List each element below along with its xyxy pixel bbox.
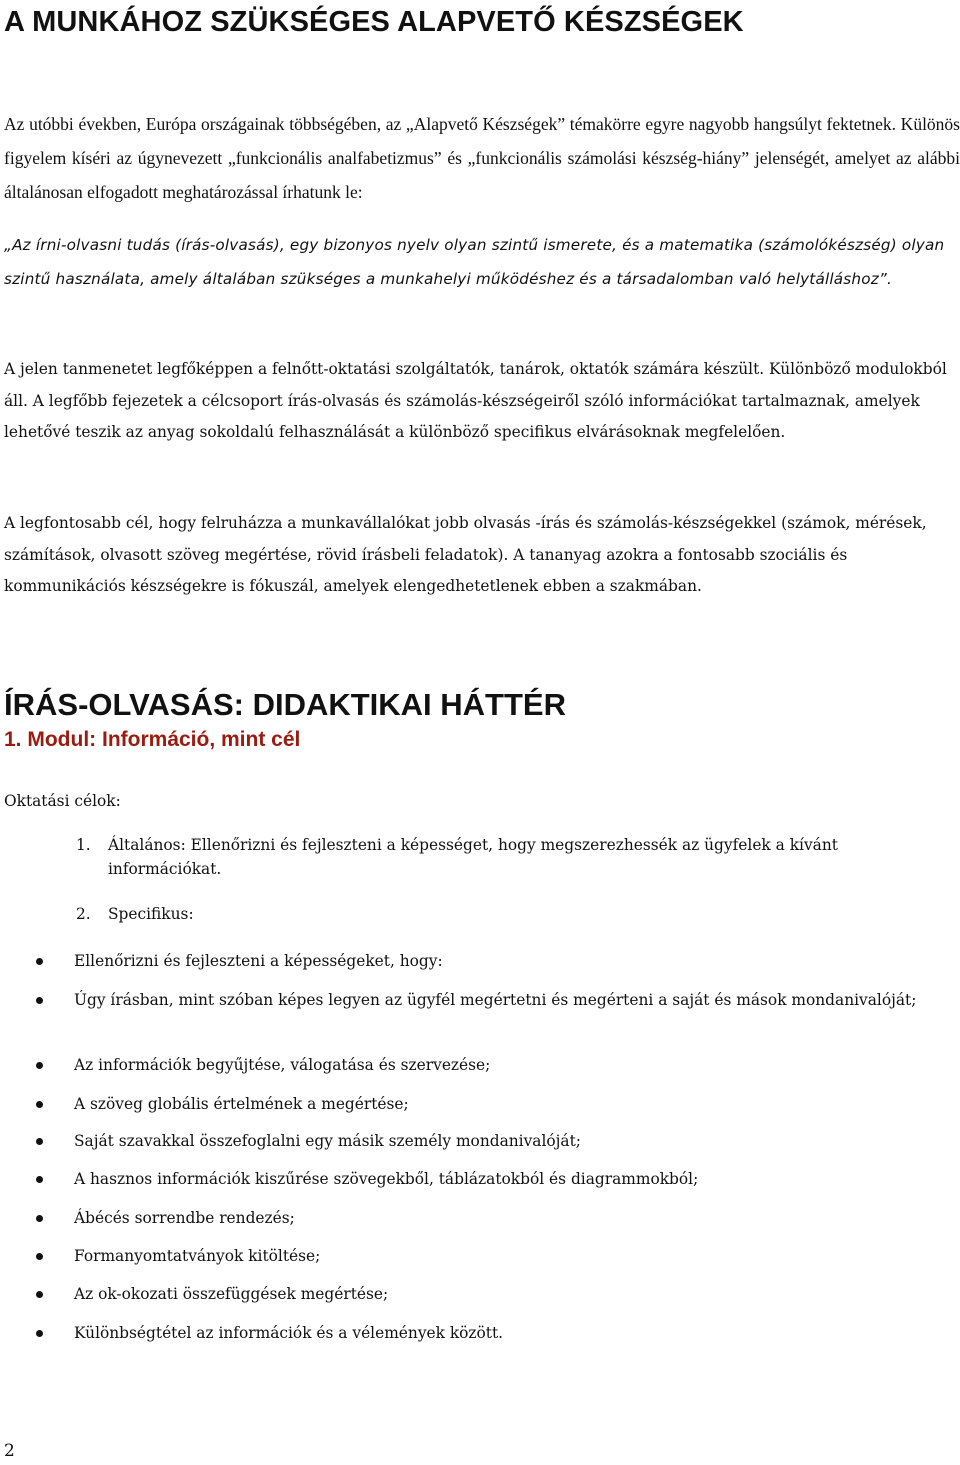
bullet-item (36, 949, 936, 974)
intro-paragraph (4, 107, 960, 209)
item-text: Specifikus: (108, 905, 194, 923)
bullet-text: Saját szavakkal összefoglalni egy másik személy mondanivalóját; (74, 1132, 581, 1150)
bullet-item (36, 1206, 936, 1231)
bullet-item (36, 1167, 936, 1192)
bullet-item (36, 1092, 936, 1117)
bullet-text: A hasznos információk kiszűrése szövegekből, táblázatokból és diagrammokból; (74, 1170, 699, 1188)
bullet-item (36, 988, 936, 1013)
numbered-item (76, 833, 936, 881)
bullet-text: A szöveg globális értelmének a megértése; (74, 1095, 409, 1113)
bullet-text: Különbségtétel az információk és a vélemények között. (74, 1324, 504, 1342)
page-number: 2 (4, 1441, 15, 1461)
bullet-icon (36, 1176, 43, 1183)
bullet-icon (36, 1330, 43, 1337)
bullet-icon (36, 1291, 43, 1298)
bullet-item (36, 1321, 936, 1346)
bullet-text: Úgy írásban, mint szóban képes legyen az ügyfél megértetni és megérteni a saját és mások mondanivalóját; (74, 991, 917, 1009)
bullet-icon (36, 1062, 43, 1069)
intro-text: Az utóbbi években, Európa országainak többségében, az „Alapvető Készségek” témakörre egyre nagyobb hangsúlyt fektetnek. Különös figyelem kíséri az úgynevezett „funkcionális analfabetizmus” és „funkcionális számolási készség-hiány” jelenségét, amelyet az alábbi általánosan elfogadott meghatározással írhatunk le: (4, 114, 960, 202)
item-number: 2. (76, 905, 91, 923)
bullet-text: Az információk begyűjtése, válogatása és szervezése; (74, 1056, 491, 1074)
bullet-icon (36, 997, 43, 1004)
bullet-text: Az ok-okozati összefüggések megértése; (74, 1285, 389, 1303)
numbered-item (76, 902, 936, 926)
section-title: ÍRÁS-OLVASÁS: DIDAKTIKAI HÁTTÉR (4, 687, 566, 722)
page-title: A MUNKÁHOZ SZÜKSÉGES ALAPVETŐ KÉSZSÉGEK (4, 6, 744, 38)
bullet-icon (36, 958, 43, 965)
bullet-text: Ellenőrizni és fejleszteni a képességeket, hogy: (74, 952, 443, 970)
bullet-icon (36, 1215, 43, 1222)
bullet-text: Formanyomtatványok kitöltése; (74, 1247, 321, 1265)
bullet-item (36, 1129, 936, 1154)
item-number: 1. (76, 836, 91, 854)
bullet-icon (36, 1138, 43, 1145)
bullet-text: Ábécés sorrendbe rendezés; (74, 1209, 295, 1227)
bullet-item (36, 1053, 936, 1078)
definition-quote: „Az írni-olvasni tudás (írás-olvasás), egy bizonyos nyelv olyan szintű ismerete, és a matematika (számolókészség) olyan szintű használata, amely általában szükséges a munkahelyi működéshez és a társadalomban való helytálláshoz”. (4, 236, 945, 288)
bullet-icon (36, 1101, 43, 1108)
module-title: 1. Modul: Információ, mint cél (4, 728, 301, 751)
bullet-icon (36, 1253, 43, 1260)
objectives-label: Oktatási célok: (4, 792, 121, 810)
curriculum-paragraph: A jelen tanmenetet legfőképpen a felnőtt-oktatási szolgáltatók, tanárok, oktatók számára készült. Különböző modulokból áll. A legfőbb fejezetek a célcsoport írás-olvasás és számolás-készségeiről szóló információkat tartalmaznak, amelyek lehetővé teszik az anyag sokoldalú felhasználását a különböző specifikus elvárásoknak megfelelően. (4, 360, 947, 441)
bullet-item (36, 1282, 936, 1307)
goal-paragraph: A legfontosabb cél, hogy felruházza a munkavállalókat jobb olvasás -írás és számolás-készségekkel (számok, mérések, számítások, olvasott szöveg megértése, rövid írásbeli feladatok). A tananyag azokra a fontosabb szociális és kommunikációs készségekre is fókuszál, amelyek elengedhetetlenek ebben a szakmában. (4, 514, 927, 595)
bullet-item (36, 1244, 936, 1269)
item-text: Általános: Ellenőrizni és fejleszteni a képességet, hogy megszerezhessék az ügyfelek a kívánt információkat. (108, 836, 838, 878)
